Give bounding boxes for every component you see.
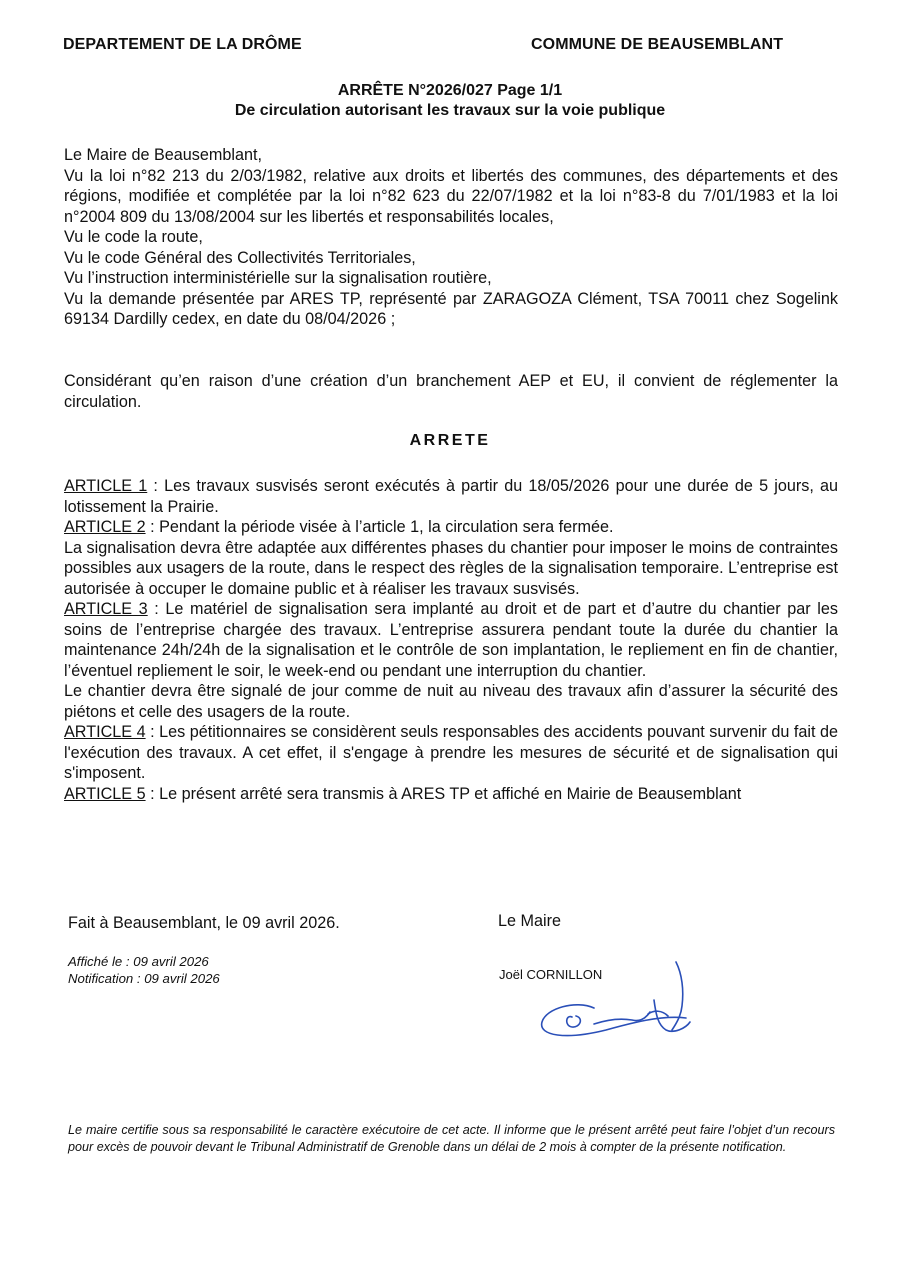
arrete-heading: ARRETE	[409, 432, 491, 449]
article-3-text: : Le matériel de signalisation sera implanté au droit et de part et d’autre du chantier par les soins de l’entreprise chargée des travaux. L’entreprise assurera pendant toute la durée du chantier la maintenance 24h/24h de la signalisation et le contrôle de son implantation, le repliement en fin de chantier, l’éventuel repliement le soir, le week-end ou pendant une interruption du chantier.	[64, 600, 838, 680]
article-4-label: ARTICLE 4	[64, 723, 146, 741]
article-3-label: ARTICLE 3	[64, 600, 148, 618]
posting-info	[68, 953, 220, 987]
intro-line: Vu la loi n°82 213 du 2/03/1982, relative aux droits et libertés des communes, des départements et des régions, modifiée et complétée par la loi n°82 623 du 22/07/1982 et la loi n°83-8 du 7/01/1983 et la loi n°2004 809 du 13/08/2004 sur les libertés et responsabilités locales,	[64, 166, 838, 226]
handwritten-signature	[536, 960, 716, 1050]
intro-line: Vu la demande présentée par ARES TP, représenté par ZARAGOZA Clément, TSA 70011 chez Sogelink 69134 Dardilly cedex, en date du 08/04/2026 ;	[64, 289, 838, 328]
notification-date: Notification : 09 avril 2026	[68, 971, 220, 986]
arrete-number: ARRÊTE N°2026/027 Page 1/1	[337, 82, 563, 99]
article-5-label: ARTICLE 5	[64, 784, 146, 803]
article-3	[64, 599, 838, 681]
article-2-label: ARTICLE 2	[64, 518, 146, 536]
article-3-paragraph: Le chantier devra être signalé de jour comme de nuit au niveau des travaux afin d’assurer la sécurité des piétons et celle des usagers de la route.	[64, 682, 838, 721]
article-1-label: ARTICLE 1	[64, 477, 148, 495]
intro-line: Le Maire de Beausemblant,	[64, 146, 262, 164]
commune-header: COMMUNE DE BEAUSEMBLANT	[531, 36, 784, 53]
title-block	[0, 81, 900, 121]
signer-name: Joël CORNILLON	[499, 967, 603, 982]
intro-line: Vu le code Général des Collectivités Territoriales,	[64, 248, 416, 267]
le-maire-label: Le Maire	[498, 912, 561, 930]
article-2-text: : Pendant la période visée à l’article 1, la circulation sera fermée.	[145, 518, 614, 536]
article-2-paragraph: La signalisation devra être adaptée aux différentes phases du chantier pour imposer le moins de contraintes possibles aux usagers de la route, dans le respect des règles de la signalisation temporaire. L’entreprise est autorisée à occuper le domaine public et à réaliser les travaux susvisés.	[64, 538, 838, 598]
intro-line: Vu le code la route,	[64, 228, 203, 246]
article-1	[64, 476, 838, 517]
article-1-text: : Les travaux susvisés seront exécutés à partir du 18/05/2026 pour une durée de 5 jours, au lotissement la Prairie.	[64, 477, 838, 516]
affiche-date: Affiché le : 09 avril 2026	[68, 954, 209, 969]
considerant-paragraph	[64, 371, 838, 412]
fait-a-line: Fait à Beausemblant, le 09 avril 2026.	[68, 914, 340, 932]
articles-section	[64, 476, 838, 804]
legal-notice: Le maire certifie sous sa responsabilité le caractère exécutoire de cet acte. Il informe que le présent arrêté peut faire l’objet d’un recours pour excès de pouvoir devant le Tribunal Administratif de Grenoble dans un délai de 2 mois à compter de la présente notification.	[68, 1123, 835, 1154]
article-2	[64, 517, 838, 538]
considerant-text: Considérant qu’en raison d’une création d’un branchement AEP et EU, il convient de réglementer la circulation.	[64, 372, 838, 411]
article-4-text: : Les pétitionnaires se considèrent seuls responsables des accidents pouvant survenir du fait de l'exécution des travaux. A cet effet, il s'engage à prendre les mesures de sécurité et de signalisation qui s'imposent.	[64, 723, 838, 782]
article-5	[64, 784, 838, 805]
intro-line: Vu l’instruction interministérielle sur la signalisation routière,	[64, 269, 492, 287]
departement-header: DEPARTEMENT DE LA DRÔME	[63, 36, 302, 53]
article-5-text: : Le présent arrêté sera transmis à ARES TP et affiché en Mairie de Beausemblant	[145, 784, 742, 803]
article-4	[64, 722, 838, 784]
arrete-subject: De circulation autorisant les travaux sur la voie publique	[234, 102, 666, 119]
intro-section	[64, 145, 838, 330]
